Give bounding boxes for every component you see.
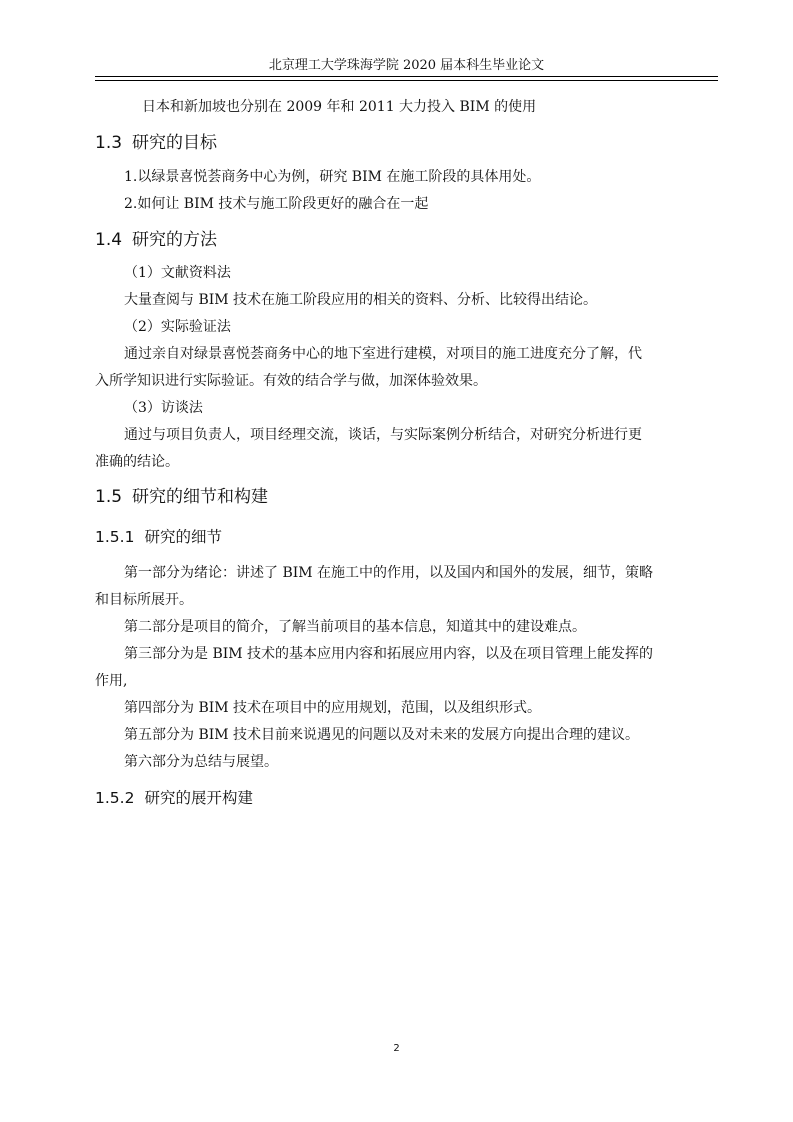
method-3-text-line-2: 准确的结论。 <box>95 454 179 470</box>
method-2-text-line-2: 入所学知识进行实际验证。有效的结合学与做，加深体验效果。 <box>95 373 487 389</box>
part-3-line-2: 作用, <box>95 673 128 689</box>
part-1-line-2: 和目标所展开。 <box>95 592 193 608</box>
section-heading-1-4 <box>95 229 217 251</box>
part-5-line: 第五部分为 BIM 技术目前来说遇见的问题以及对未来的发展方向提出合理的建议。 <box>124 727 640 743</box>
section-title: 研究的方法 <box>132 230 218 250</box>
method-2-label: （2）实际验证法 <box>124 319 231 335</box>
intro-line: 日本和新加坡也分别在 2009 年和 2011 大力投入 BIM 的使用 <box>142 99 537 115</box>
section-title: 研究的目标 <box>132 133 218 153</box>
section-heading-1-5 <box>95 486 268 508</box>
header-rule-thin <box>95 80 718 81</box>
subsection-heading-1-5-2 <box>95 788 253 808</box>
section-heading-1-3 <box>95 132 217 154</box>
part-3-line-1: 第三部分为是 BIM 技术的基本应用内容和拓展应用内容，以及在项目管理上能发挥的 <box>124 646 654 662</box>
method-3-text-line-1: 通过与项目负责人，项目经理交流，谈话，与实际案例分析结合，对研究分析进行更 <box>124 427 642 443</box>
part-1-line-1: 第一部分为绪论：讲述了 BIM 在施工中的作用，以及国内和国外的发展，细节，策略 <box>124 565 654 581</box>
method-1-label: （1）文献资料法 <box>124 265 231 281</box>
subsection-number: 1.5.1 <box>95 528 135 546</box>
subsection-heading-1-5-1 <box>95 527 222 547</box>
method-2-text-line-1: 通过亲自对绿景喜悦荟商务中心的地下室进行建模，对项目的施工进度充分了解，代 <box>124 346 642 362</box>
goal-item-1: 1.以绿景喜悦荟商务中心为例，研究 BIM 在施工阶段的具体用处。 <box>124 169 541 185</box>
part-4-line: 第四部分为 BIM 技术在项目中的应用规划，范围，以及组织形式。 <box>124 700 542 716</box>
section-number: 1.5 <box>95 487 123 507</box>
running-header: 北京理工大学珠海学院 2020 届本科生毕业论文 <box>268 58 545 73</box>
subsection-title: 研究的展开构建 <box>144 789 253 807</box>
header-rule-thick <box>95 76 718 77</box>
section-number: 1.3 <box>95 133 123 153</box>
page-number: 2 <box>393 1043 400 1054</box>
goal-item-2: 2.如何让 BIM 技术与施工阶段更好的融合在一起 <box>124 196 429 212</box>
method-3-label: （3）访谈法 <box>124 400 203 416</box>
method-1-text: 大量查阅与 BIM 技术在施工阶段应用的相关的资料、分析、比较得出结论。 <box>124 292 598 308</box>
part-2-line: 第二部分是项目的简介，了解当前项目的基本信息，知道其中的建设难点。 <box>124 619 586 635</box>
subsection-number: 1.5.2 <box>95 789 135 807</box>
part-6-line: 第六部分为总结与展望。 <box>124 754 278 770</box>
section-number: 1.4 <box>95 230 123 250</box>
subsection-title: 研究的细节 <box>144 528 222 546</box>
section-title: 研究的细节和构建 <box>132 487 269 507</box>
